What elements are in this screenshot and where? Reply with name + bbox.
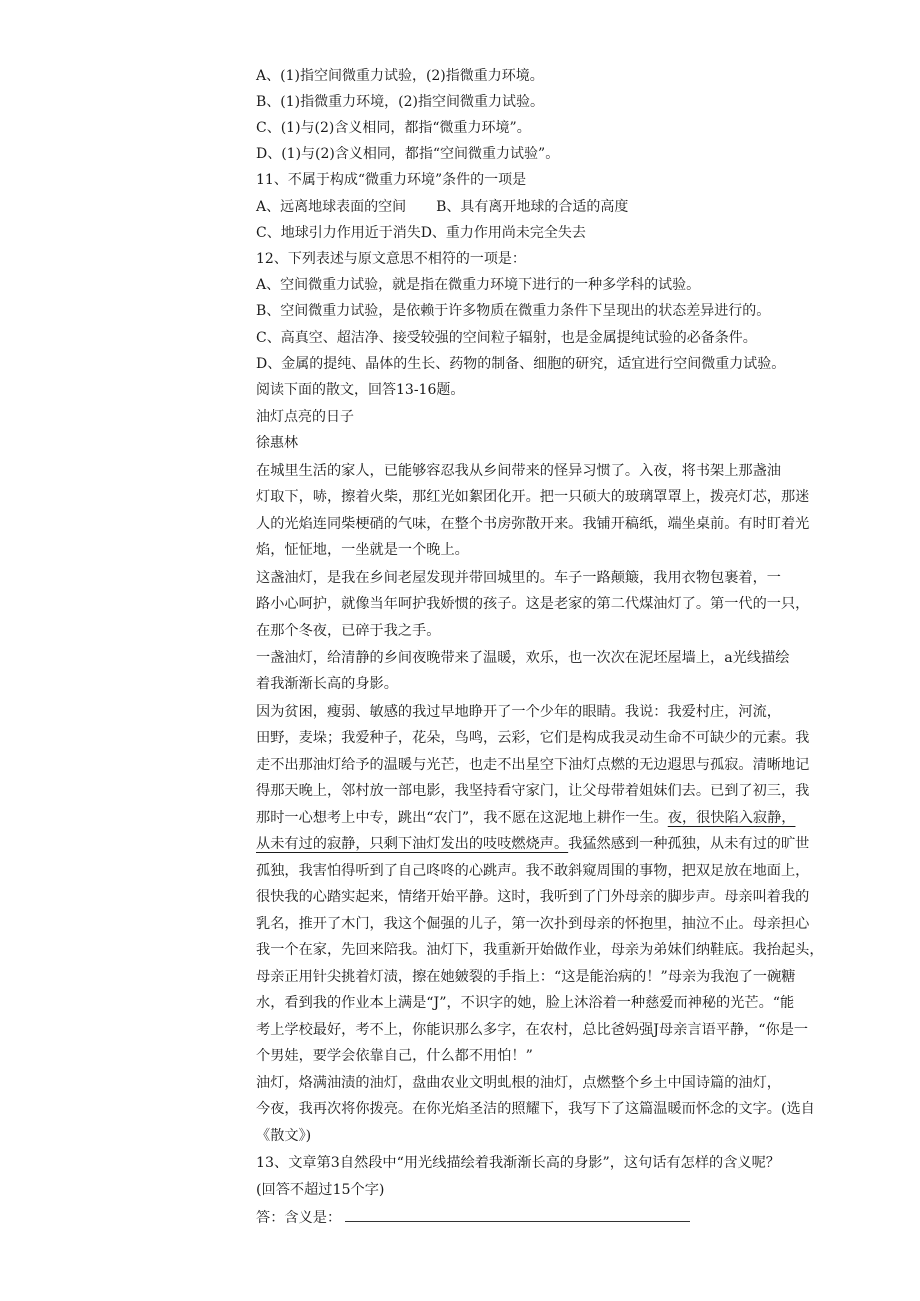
q13-answer-label: 答：含义是： <box>256 1210 342 1226</box>
q10-option-d: D、(1)与(2)含义相同，都指“空间微重力试验”。 <box>256 146 560 162</box>
p4-line-13: 考上学校最好，考不上，你能识那么多字，在农村，总比爸妈强J母亲言语平静，“你是一 <box>256 1022 809 1038</box>
p4-line-10: 我一个在家，先回来陪我。油灯下，我重新开始做作业，母亲为弟妹们纳鞋底。我抬起头， <box>256 942 824 958</box>
p4-underlined-end: 从未有过的寂静，只剩下油灯发出的吱吱燃烧声。 <box>256 836 569 852</box>
p4-line-5 <box>256 808 795 828</box>
p1-line-3: 人的光焰连同柴梗硝的气味，在整个书房弥散开来。我铺开稿纸，端坐桌前。有时盯着光 <box>256 516 810 532</box>
q11-options-ab <box>256 197 628 217</box>
p4-line-5a: 那时一心想考上中专，跳出“农门”，我不愿在这泥地上耕作一生。 <box>256 810 668 826</box>
p4-line-6b: 我猛然感到一种孤独，从未有过的旷世 <box>568 836 810 852</box>
q13-stem-line-1: 13、文章第3自然段中“用光线描绘着我渐渐长高的身影”，这句话有怎样的含义呢？ <box>256 1155 780 1171</box>
q12-option-a: A、空间微重力试验，就是指在微重力环境下进行的一种多学科的试验。 <box>256 277 701 293</box>
q12-option-d: D、金属的提纯、晶体的生长、药物的制备、细胞的研究，适宜进行空间微重力试验。 <box>256 356 786 372</box>
p4-line-2: 田野，麦垛；我爱种子，花朵，鸟鸣，云彩，它们是构成我灵动生命不可缺少的元素。我 <box>256 730 810 746</box>
p4-line-14: 个男娃，要学会依靠自己，什么都不用怕！” <box>256 1048 533 1064</box>
q12-option-b: B、空间微重力试验，是依赖于许多物质在微重力条件下呈现出的状态差异进行的。 <box>256 303 771 319</box>
q10-option-c: C、(1)与(2)含义相同，都指“微重力环境”。 <box>256 120 531 136</box>
q11-option-a: A、远离地球表面的空间 <box>256 199 407 215</box>
q12-option-c: C、高真空、超洁净、接受较强的空间粒子辐射，也是金属提纯试验的必备条件。 <box>256 330 757 346</box>
p4-underlined-start: 夜，很快陷入寂静， <box>667 810 796 826</box>
p3-line-1: 一盏油灯，给清静的乡间夜晚带来了温暖，欢乐，也一次次在泥坯屋墙上，a光线描绘 <box>256 650 790 666</box>
q10-option-a: A、(1)指空间微重力试验，(2)指微重力环境。 <box>256 68 544 84</box>
p5-line-1: 油灯，烙满油渍的油灯，盘曲农业文明虬根的油灯，点燃整个乡土中国诗篇的油灯， <box>256 1075 781 1091</box>
q11-option-b: B、具有离开地球的合适的高度 <box>436 199 629 215</box>
p2-line-1: 这盏油灯，是我在乡间老屋发现并带回城里的。车子一路颠簸，我用衣物包裹着，一 <box>256 570 781 586</box>
p5-line-2: 今夜，我再次将你拨亮。在你光焰圣洁的照耀下，我写下了这篇温暖而怀念的文字。(选自 <box>256 1101 815 1117</box>
q10-option-b: B、(1)指微重力环境，(2)指空间微重力试验。 <box>256 94 544 110</box>
p2-line-3: 在那个冬夜，已碎于我之手。 <box>256 623 441 639</box>
p5-line-3: 《散文》) <box>256 1128 312 1144</box>
p4-line-11: 母亲正用针尖挑着灯渍，擦在她皴裂的手指上：“这是能治病的！”母亲为我泡了一碗糖 <box>256 969 796 985</box>
reading-instruction: 阅读下面的散文，回答13-16题。 <box>256 382 465 398</box>
p1-line-4: 焰，怔怔地，一坐就是一个晚上。 <box>256 542 469 558</box>
p4-line-9: 乳名，推开了木门，我这个倔强的儿子，第一次扑到母亲的怀抱里，抽泣不止。母亲担心 <box>256 916 810 932</box>
q13-stem-line-2: (回答不超过15个字) <box>256 1182 385 1198</box>
p4-line-4: 得那天晚上，邻村放一部电影，我坚持看守家门，让父母带着姐妹们去。已到了初三，我 <box>256 783 810 799</box>
p2-line-2: 路小心呵护，就像当年呵护我娇惯的孩子。这是老家的第二代煤油灯了。第一代的一只， <box>256 596 810 612</box>
p4-line-3: 走不出那油灯给予的温暖与光芒，也走不出星空下油灯点燃的无边遐思与孤寂。清晰地记 <box>256 757 810 773</box>
p4-line-8: 很快我的心踏实起来，情绪开始平静。这时，我听到了门外母亲的脚步声。母亲叫着我的 <box>256 889 810 905</box>
p3-line-2: 着我渐渐长高的身影。 <box>256 676 398 692</box>
q12-stem: 12、下列表述与原文意思不相符的一项是： <box>256 251 526 267</box>
q11-options-cd: C、地球引力作用近于消失D、重力作用尚未完全失去 <box>256 225 586 241</box>
q11-stem: 11、不属于构成“微重力环境”条件的一项是 <box>256 172 527 188</box>
p4-line-7: 孤独，我害怕得听到了自己咚咚的心跳声。我不敢斜窥周围的事物，把双足放在地面上， <box>256 863 810 879</box>
p1-line-2: 灯取下，哧，擦着火柴，那红光如絮团化开。把一只硕大的玻璃罩罩上，拨亮灯芯，那迷 <box>256 489 810 505</box>
p4-line-6 <box>256 834 809 854</box>
p4-line-12: 水，看到我的作业本上满是“J”，不识字的她，脸上沐浴着一种慈爱而神秘的光芒。“能 <box>256 995 795 1011</box>
p1-line-1: 在城里生活的家人，已能够容忍我从乡间带来的怪异习惯了。入夜，将书架上那盏油 <box>256 463 781 479</box>
p4-line-1: 因为贫困，瘦弱、敏感的我过早地睁开了一个少年的眼睛。我说：我爱村庄，河流， <box>256 704 781 720</box>
q13-answer-blank[interactable] <box>345 1207 690 1222</box>
q13-answer-line <box>256 1207 690 1228</box>
essay-author: 徐惠林 <box>256 435 298 451</box>
essay-title: 油灯点亮的日子 <box>256 409 354 425</box>
